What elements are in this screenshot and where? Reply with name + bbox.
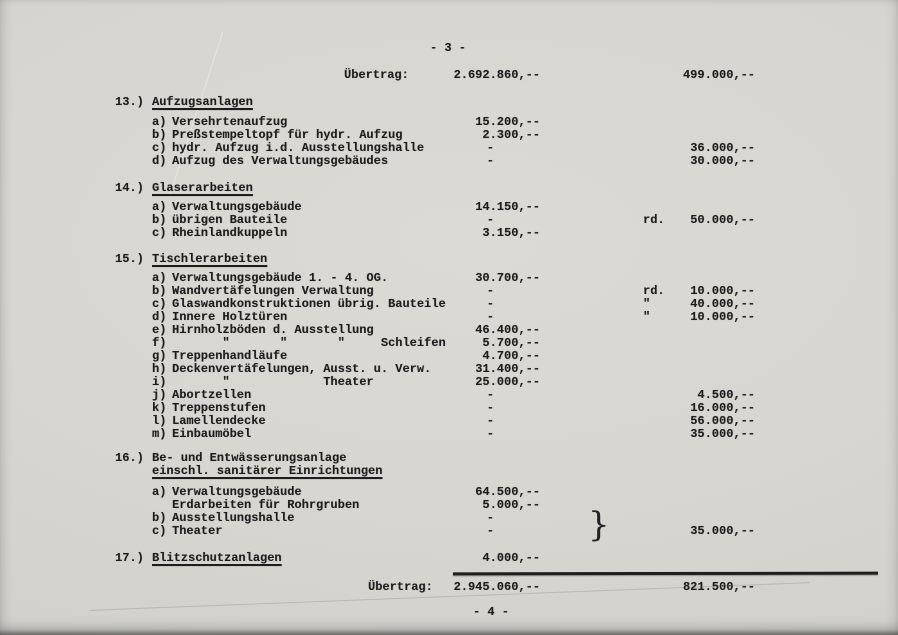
item-letter: b): [152, 213, 167, 227]
item-letter: k): [152, 401, 167, 415]
section-title: Glaserarbeiten: [152, 181, 253, 195]
item-row: [0, 486, 898, 499]
section-number: 15.): [115, 252, 144, 266]
amount-col1: 5.700,--: [482, 336, 540, 350]
item-label: Treppenstufen: [172, 401, 266, 415]
amount-col2: 36.000,--: [690, 141, 755, 155]
amount-col1: -: [486, 388, 494, 402]
item-label: Ausstellungshalle: [172, 511, 295, 525]
amount-col1: 31.400,--: [475, 362, 540, 376]
amount-col1: -: [486, 141, 494, 155]
item-label: " Theater: [172, 375, 374, 389]
item-row: [0, 298, 898, 311]
item-row: [0, 155, 898, 168]
item-row: [0, 415, 898, 428]
section-title: Blitzschutzanlagen: [152, 551, 282, 565]
amount-col2: 16.000,--: [690, 401, 755, 415]
amount-col1: -: [486, 284, 494, 298]
amount-col2: 10.000,--: [690, 284, 755, 298]
item-letter: j): [152, 388, 167, 402]
amount-col1: 5.000,--: [482, 498, 540, 512]
section-number: 17.): [115, 551, 144, 565]
amount-col1: -: [486, 414, 494, 428]
section-number: 13.): [115, 95, 144, 109]
approx-marker: ": [643, 310, 651, 324]
item-label: Erdarbeiten für Rohrgruben: [172, 498, 360, 512]
item-row: [0, 324, 898, 337]
amount-col2: 10.000,--: [690, 310, 755, 324]
item-label: Treppenhandläufe: [172, 349, 288, 363]
amount-col1: -: [486, 401, 494, 415]
item-row: [0, 337, 898, 350]
amount-col1: 4.000,--: [482, 551, 540, 565]
amount-col2: 30.000,--: [690, 154, 755, 168]
carry-forward-label: Übertrag:: [368, 580, 433, 594]
item-letter: e): [152, 323, 167, 337]
section-heading-row-2: [0, 465, 898, 478]
item-label: Wandvertäfelungen Verwaltung: [172, 284, 374, 298]
item-label: Preßstempeltopf für hydr. Aufzug: [172, 128, 403, 142]
section-heading-row: [0, 182, 898, 195]
amount-col1: -: [486, 310, 494, 324]
item-label: Hirnholzböden d. Ausstellung: [172, 323, 374, 337]
item-letter: c): [152, 226, 167, 240]
item-label: Einbaumöbel: [172, 427, 252, 441]
amount-col1: 15.200,--: [475, 115, 540, 129]
item-letter: m): [152, 427, 167, 441]
item-letter: c): [152, 141, 167, 155]
item-label: Rheinlandkuppeln: [172, 226, 288, 240]
amount-col1: 25.000,--: [475, 375, 540, 389]
item-row: [0, 499, 898, 512]
amount-col1: -: [486, 297, 494, 311]
item-row: [0, 512, 898, 525]
carry-forward-amount-col1: 2.945.060,--: [453, 580, 540, 594]
amount-col1: 46.400,--: [475, 323, 540, 337]
approx-marker: ": [643, 297, 651, 311]
carry-forward-amount-col1: 2.692.860,--: [453, 68, 540, 82]
amount-col2: 4.500,--: [697, 388, 755, 402]
item-letter: d): [152, 154, 167, 168]
carry-forward-label: Übertrag:: [344, 68, 409, 82]
item-letter: l): [152, 414, 167, 428]
amount-col1: 4.700,--: [482, 349, 540, 363]
item-letter: a): [152, 200, 167, 214]
amount-col2: 56.000,--: [690, 414, 755, 428]
item-label: Glaswandkonstruktionen übrig. Bauteile: [172, 297, 446, 311]
item-label: Innere Holztüren: [172, 310, 288, 324]
carry-forward-amount-col2: 821.500,--: [682, 580, 755, 594]
carry-forward-amount-col2: 499.000,--: [682, 68, 755, 82]
item-row: [0, 389, 898, 402]
amount-col2: 40.000,--: [690, 297, 755, 311]
item-letter: c): [152, 297, 167, 311]
item-letter: d): [152, 310, 167, 324]
item-letter: i): [152, 375, 167, 389]
item-label: " " " Schleifen: [172, 336, 446, 350]
item-row: [0, 214, 898, 227]
item-row: [0, 525, 898, 538]
amount-col1: 30.700,--: [475, 271, 540, 285]
item-row: [0, 363, 898, 376]
item-row: [0, 129, 898, 142]
section-heading-row: [0, 452, 898, 465]
grouping-brace: }: [588, 505, 610, 545]
amount-col2: 50.000,--: [690, 213, 755, 227]
item-label: hydr. Aufzug i.d. Ausstellungshalle: [172, 141, 425, 155]
item-label: Verwaltungsgebäude: [172, 485, 302, 499]
item-label: Theater: [172, 524, 223, 538]
scan-bottom-edge-shadow: [0, 629, 898, 635]
amount-col2: 35.000,--: [690, 524, 755, 538]
section-title: Aufzugsanlagen: [152, 95, 253, 109]
item-letter: f): [152, 336, 167, 350]
amount-col2: 35.000,--: [690, 427, 755, 441]
section-title: Tischlerarbeiten: [152, 252, 268, 266]
item-label: Lamellendecke: [172, 414, 266, 428]
approx-marker: rd.: [643, 284, 665, 298]
amount-col1: -: [486, 154, 494, 168]
item-letter: a): [152, 271, 167, 285]
amount-col1: -: [486, 511, 494, 525]
item-row: [0, 402, 898, 415]
item-row: [0, 428, 898, 441]
item-label: Aufzug des Verwaltungsgebäudes: [172, 154, 389, 168]
item-row: [0, 376, 898, 389]
item-label: Abortzellen: [172, 388, 252, 402]
section-heading-row: [0, 253, 898, 266]
section-number: 14.): [115, 181, 144, 195]
item-label: übrigen Bauteile: [172, 213, 288, 227]
amount-col1: -: [486, 213, 494, 227]
item-letter: h): [152, 362, 167, 376]
section-title-line2: einschl. sanitärer Einrichtungen: [152, 464, 383, 478]
item-letter: b): [152, 511, 167, 525]
item-row: [0, 201, 898, 214]
amount-col1: -: [486, 427, 494, 441]
item-letter: b): [152, 128, 167, 142]
item-letter: a): [152, 115, 167, 129]
item-row: [0, 311, 898, 324]
section-heading-row: [0, 552, 898, 565]
item-label: Verwaltungsgebäude: [172, 200, 302, 214]
section-heading-row: [0, 96, 898, 109]
carry-forward-top-row: [0, 69, 898, 82]
item-label: Deckenvertäfelungen, Ausst. u. Verw.: [172, 362, 432, 376]
item-row: [0, 116, 898, 129]
section-number: 16.): [115, 451, 144, 465]
total-rule-line: [453, 572, 878, 575]
page-number-bottom: - 4 -: [473, 605, 510, 619]
item-row: [0, 272, 898, 285]
item-row: [0, 350, 898, 363]
item-letter: a): [152, 485, 167, 499]
amount-col1: -: [486, 524, 494, 538]
amount-col1: 3.150,--: [482, 226, 540, 240]
item-row: [0, 285, 898, 298]
section-title: Be- und Entwässerungsanlage: [152, 451, 347, 465]
item-row: [0, 227, 898, 240]
item-letter: b): [152, 284, 167, 298]
item-label: Verwaltungsgebäude 1. - 4. OG.: [172, 271, 389, 285]
ledger-rows: [0, 96, 898, 565]
item-label: Versehrtenaufzug: [172, 115, 288, 129]
item-row: [0, 142, 898, 155]
amount-col1: 64.500,--: [475, 485, 540, 499]
item-letter: c): [152, 524, 167, 538]
item-letter: g): [152, 349, 167, 363]
amount-col1: 2.300,--: [482, 128, 540, 142]
approx-marker: rd.: [643, 213, 665, 227]
amount-col1: 14.150,--: [475, 200, 540, 214]
page-number-top: - 3 -: [430, 41, 467, 55]
